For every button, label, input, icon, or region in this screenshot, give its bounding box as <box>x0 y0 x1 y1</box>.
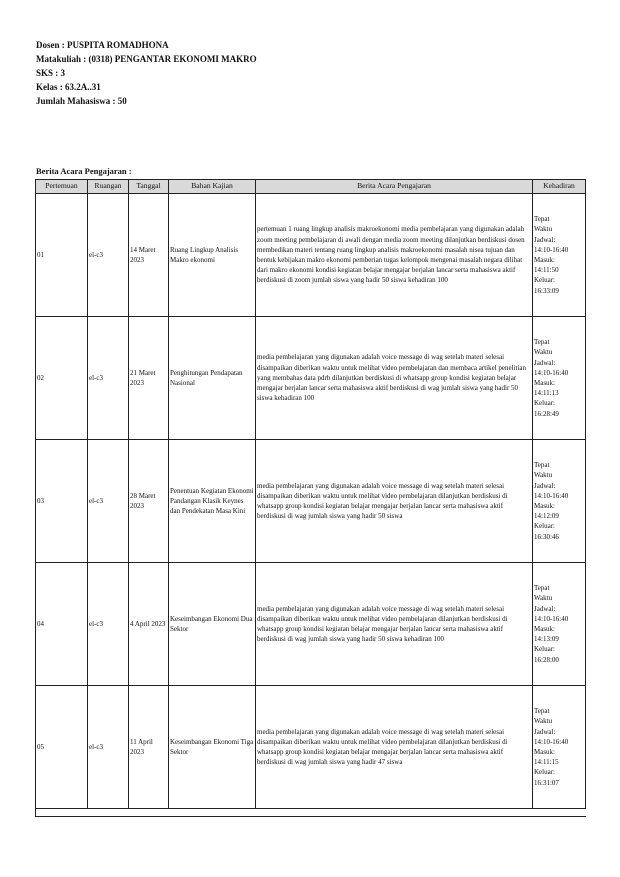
kehadiran-masuk-label: Masuk: <box>534 748 555 756</box>
header-kehadiran: Kehadiran <box>533 180 586 194</box>
kehadiran-jadwal-label: Jadwal: <box>534 358 556 367</box>
kehadiran-keluar-label: Keluar: <box>534 399 555 408</box>
kehadiran-jadwal-label: Jadwal: <box>534 481 556 490</box>
kehadiran-status: Waktu <box>534 348 553 357</box>
kehadiran-masuk-label: Masuk: <box>534 256 555 264</box>
cell-bahan-kajian: Ruang Lingkup Analisis Makro ekonomi <box>169 194 256 317</box>
kehadiran-keluar-label: Keluar: <box>534 522 555 531</box>
cell-pertemuan: 03 <box>36 440 88 563</box>
kehadiran-masuk: 14:13:09 <box>534 635 559 644</box>
cell-berita-acara: media pembelajaran yang digunakan adalah voice message di wag setelah materi selesai disampaikan diberikan waktu untuk melihat video pembelajaran dilanjutkan berdiskusi di whatsapp group kondisi kegiatan belajar mengajar berjalan lancar serta mahasiswa aktif berdiskusi di wag jumlah siswa yang hadir 50 siswa kehadiran 100 <box>256 563 533 686</box>
kehadiran-jadwal-label: Jadwal: <box>534 727 556 736</box>
kehadiran-keluar: 16:30:46 <box>534 532 559 541</box>
table-row <box>36 440 586 563</box>
kehadiran-status: Tepat <box>534 707 550 716</box>
header-berita-acara: Berita Acara Pengajaran <box>256 180 533 194</box>
table-row <box>36 317 586 440</box>
section-title: Berita Acara Pengajaran : <box>36 166 132 176</box>
kehadiran-status: Tepat <box>534 215 550 224</box>
cell-berita-acara: media pembelajaran yang digunakan adalah voice message di wag setelah materi selesai disampaikan diberikan waktu untuk melihat video pembelajaran dilanjutkan berdiskusi di whatsapp group kondisi kegiatan belajar mengajar berjalan lancar serta mahasiswa aktif berdiskusi di wag jumlah siswa yang hadir 47 siswa <box>256 686 533 809</box>
cell-pertemuan: 04 <box>36 563 88 686</box>
kehadiran-jadwal-label: Jadwal: <box>534 604 556 613</box>
cell-tanggal: 14 Maret 2023 <box>129 194 169 317</box>
kehadiran-status: Waktu <box>534 471 553 480</box>
cell-pertemuan: 05 <box>36 686 88 809</box>
kehadiran-masuk: 14:11:15 <box>534 758 559 767</box>
table-continuation-edge <box>35 805 36 817</box>
kehadiran-status: Waktu <box>534 225 553 234</box>
cell-berita-acara: media pembelajaran yang digunakan adalah voice message di wag setelah materi selesai disampaikan diberikan waktu untuk melihat video pembelajaran dan membaca artikel penelitian yang membahas data pdrb dilanjutkan berdiskusi di whatsapp group kondisi kegiatan belajar mengajar berjalan lancar serta mahasiswa aktif berdiskusi di wag jumlah siswa yang hadir 50 siswa kehadiran 100 <box>256 317 533 440</box>
kehadiran-masuk: 14:11:50 <box>534 266 559 275</box>
kehadiran-status: Tepat <box>534 338 550 347</box>
kehadiran-keluar-label: Keluar: <box>534 768 555 777</box>
table-continuation-border <box>35 816 586 817</box>
kehadiran-masuk-label: Masuk: <box>534 502 555 510</box>
table-row <box>36 563 586 686</box>
kehadiran-jadwal-label: Jadwal: <box>534 235 556 244</box>
kehadiran-jadwal: 14:10-16:40 <box>534 491 569 500</box>
dosen-line: Dosen : PUSPITA ROMADHONA <box>36 40 169 50</box>
kehadiran-keluar-label: Keluar: <box>534 645 555 654</box>
kehadiran-keluar: 16:28:00 <box>534 655 559 664</box>
kehadiran-status: Waktu <box>534 594 553 603</box>
cell-berita-acara: media pembelajaran yang digunakan adalah voice message di wag setelah materi selesai disampaikan diberikan waktu untuk melihat video pembelajaran dilanjutkan berdiskusi di whatsapp group kondisi kegiatan belajar mengajar berjalan lancar serta mahasiswa aktif berdiskusi di wag jumlah siswa yang hadir 50 siswa <box>256 440 533 563</box>
cell-kehadiran <box>533 317 586 440</box>
kehadiran-keluar: 16:31:07 <box>534 778 559 787</box>
header-bahan-kajian: Bahan Kajian <box>169 180 256 194</box>
cell-bahan-kajian: Penghitungan Pendapatan Nasional <box>169 317 256 440</box>
cell-ruangan: el-c3 <box>88 563 129 686</box>
berita-acara-table <box>35 179 586 809</box>
cell-kehadiran <box>533 563 586 686</box>
header-ruangan: Ruangan <box>88 180 129 194</box>
cell-kehadiran <box>533 440 586 563</box>
cell-bahan-kajian: Keseimbangan Ekonomi Tiga Sektor <box>169 686 256 809</box>
kehadiran-status: Waktu <box>534 717 553 726</box>
table-row <box>36 194 586 317</box>
kehadiran-masuk: 14:12:09 <box>534 512 559 521</box>
kehadiran-jadwal: 14:10-16:40 <box>534 614 569 623</box>
cell-bahan-kajian: Keseimbangan Ekonomi Dua Sektor <box>169 563 256 686</box>
kehadiran-jadwal: 14:10-16:40 <box>534 245 569 254</box>
cell-tanggal: 21 Maret 2023 <box>129 317 169 440</box>
cell-pertemuan: 02 <box>36 317 88 440</box>
cell-kehadiran <box>533 686 586 809</box>
kehadiran-keluar-label: Keluar: <box>534 276 555 285</box>
kehadiran-masuk: 14:11:13 <box>534 389 559 398</box>
cell-tanggal: 11 April 2023 <box>129 686 169 809</box>
cell-ruangan: el-c3 <box>88 440 129 563</box>
table-row <box>36 686 586 809</box>
cell-ruangan: el-c3 <box>88 317 129 440</box>
sks-line: SKS : 3 <box>36 68 66 78</box>
cell-ruangan: el-c3 <box>88 686 129 809</box>
cell-tanggal: 4 April 2023 <box>129 563 169 686</box>
kehadiran-masuk-label: Masuk: <box>534 625 555 633</box>
kehadiran-status: Tepat <box>534 461 550 470</box>
header-pertemuan: Pertemuan <box>36 180 88 194</box>
header-tanggal: Tanggal <box>129 180 169 194</box>
kehadiran-keluar: 16:28:49 <box>534 409 559 418</box>
jumlah-mahasiswa-line: Jumlah Mahasiswa : 50 <box>36 96 127 106</box>
matakuliah-line: Matakuliah : (0318) PENGANTAR EKONOMI MAKRO <box>36 54 257 64</box>
cell-berita-acara: pertemuan 1 ruang lingkup analisis makroekonomi media pembelajaran yang digunakan adalah zoom meeting pembelajaran di awali dengan media zoom meeting dilanjutkan berdiskusi dosen membedikan materi tentang ruang lingkup analisis makroekonomi masalah nisea tujuan dan bentuk kebijakan makro ekonomi pemberian tugas kelompok mengenai masalah negara dilihat dari makro ekonomi kondisi kegiatan belajar mengajar berjalan lancar serta mahasiswa aktif berdiskusi di zoom jumlah siswa yang hadir 50 siswa kehadiran 100 <box>256 194 533 317</box>
kehadiran-keluar: 16:33:09 <box>534 286 559 295</box>
cell-kehadiran <box>533 194 586 317</box>
cell-pertemuan: 01 <box>36 194 88 317</box>
table-header-row <box>36 180 586 194</box>
document-header <box>36 38 257 108</box>
kehadiran-status: Tepat <box>534 584 550 593</box>
kehadiran-jadwal: 14:10-16:40 <box>534 368 569 377</box>
cell-bahan-kajian: Penentuan Kegiatan Ekonomi Pandangan Klasik Keynes dan Pendekatan Masa Kini <box>169 440 256 563</box>
kehadiran-masuk-label: Masuk: <box>534 379 555 387</box>
cell-tanggal: 28 Maret 2023 <box>129 440 169 563</box>
cell-ruangan: el-c3 <box>88 194 129 317</box>
kehadiran-jadwal: 14:10-16:40 <box>534 737 569 746</box>
kelas-line: Kelas : 63.2A..31 <box>36 82 101 92</box>
